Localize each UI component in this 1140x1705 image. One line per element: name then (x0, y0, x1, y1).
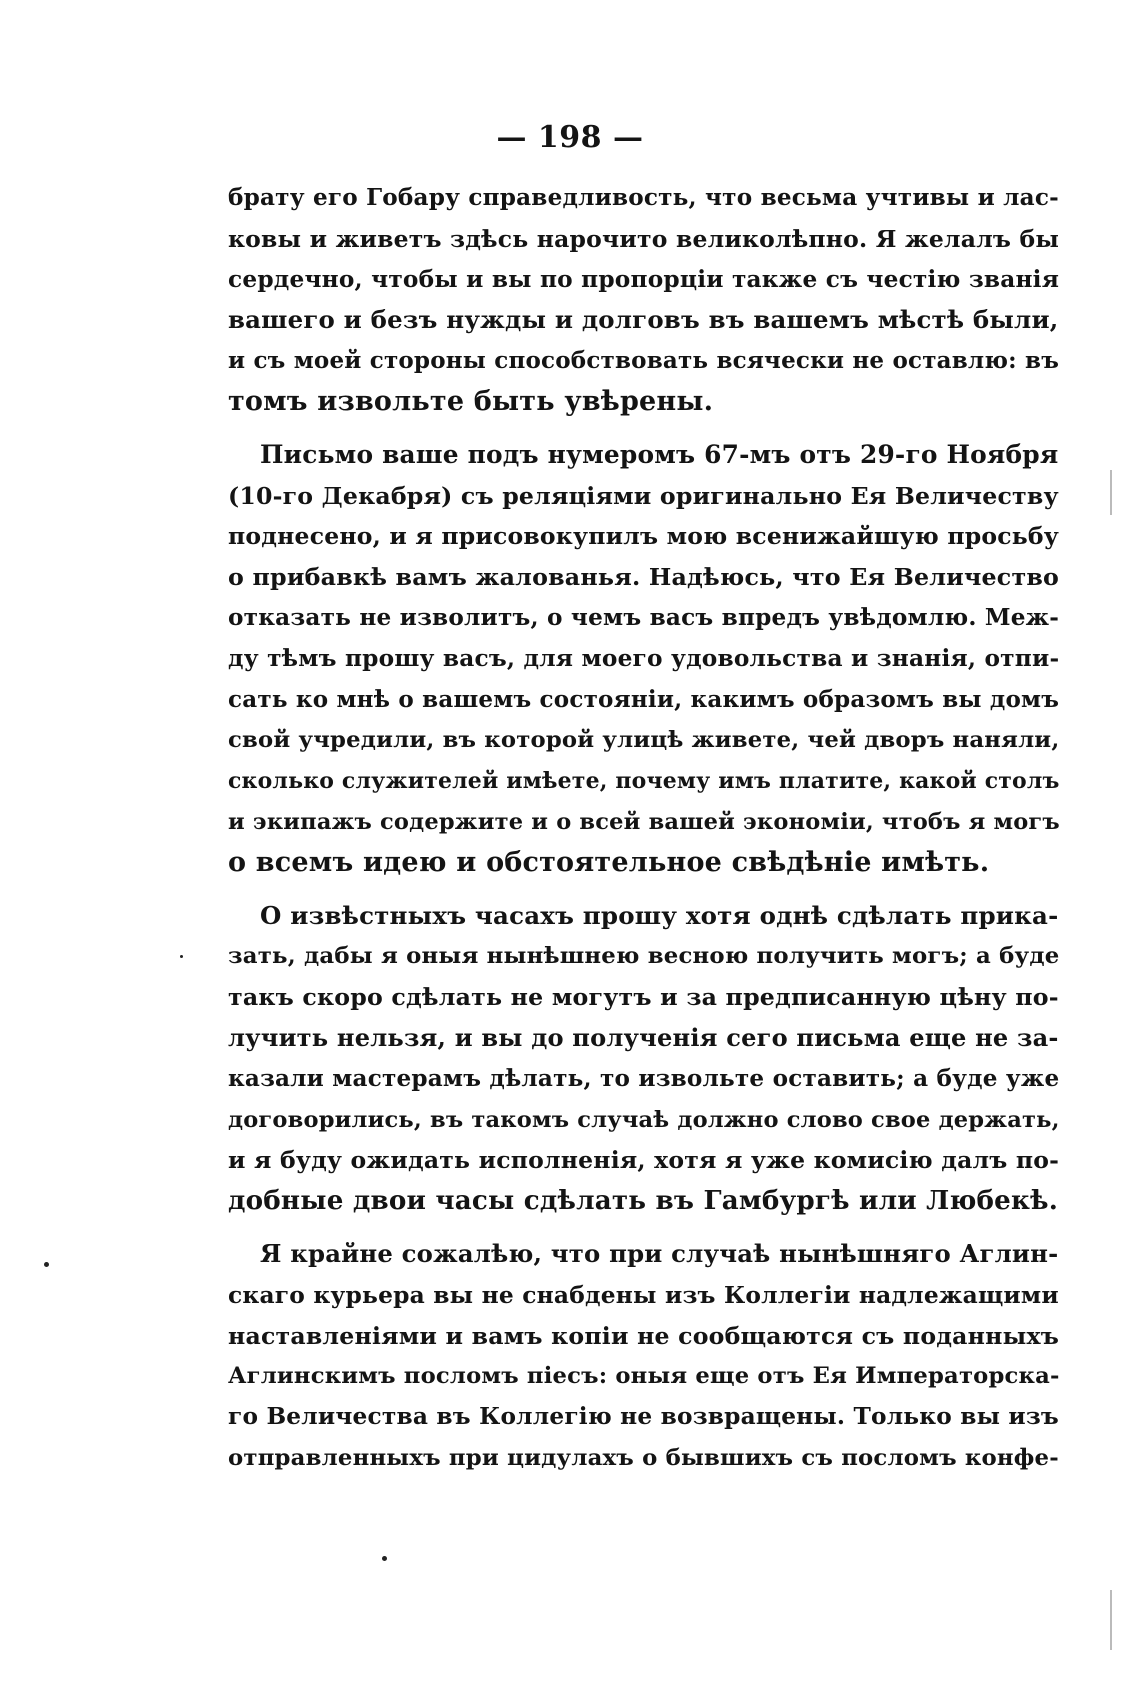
text-line: лучить нельзя, и вы до полученія сего письма еще не за- (228, 1022, 1059, 1052)
scan-speck (44, 1262, 49, 1267)
scan-edge-mark (1110, 470, 1112, 515)
text-line: вашего и безъ нужды и долговъ въ вашемъ мѣстѣ были, (228, 305, 1059, 335)
page-number: — 198 — (496, 120, 644, 155)
text-line: зать, дабы я оныя нынѣшнею весною получить могъ; а буде (228, 943, 1060, 970)
text-line: о всемъ идею и обстоятельное свѣдѣніе имѣть. (228, 846, 990, 878)
scan-edge-mark (1110, 1590, 1112, 1650)
text-line: поднесено, и я присовокупилъ мою всенижайшую просьбу (228, 522, 1060, 551)
text-line: и я буду ожидать исполненія, хотя я уже комисію далъ по- (228, 1146, 1060, 1175)
text-line: брату его Гобару справедливость, что весьма учтивы и лас- (228, 184, 1059, 211)
text-line: Аглинскимъ посломъ піесъ: оныя еще отъ Ея Императорска- (228, 1363, 1060, 1390)
body-text (228, 178, 1058, 1491)
text-line: сать ко мнѣ о вашемъ состояніи, какимъ образомъ вы домъ (228, 685, 1060, 713)
text-line: томъ извольте быть увѣрены. (228, 385, 714, 417)
text-line: Я крайне сожалѣю, что при случаѣ нынѣшняго Аглин- (260, 1238, 1059, 1268)
paragraph-2 (228, 435, 1058, 884)
text-line: и съ моей стороны способствовать всячески не оставлю: въ (228, 347, 1060, 375)
text-line: Письмо ваше подъ нумеромъ 67-мъ отъ 29-го Ноября (260, 439, 1059, 469)
scan-speck (180, 955, 183, 958)
text-line: скаго курьера вы не снабдены изъ Коллегіи надлежащими (228, 1280, 1059, 1309)
text-line: отказать не изволитъ, о чемъ васъ впредъ увѣдомлю. Меж- (228, 603, 1060, 631)
scan-speck (382, 1556, 387, 1561)
text-line: и экипажъ содержите и о всей вашей экономіи, чтобъ я могъ (228, 808, 1060, 835)
paragraph-4 (228, 1234, 1058, 1479)
text-line: (10-го Декабря) съ реляціями оригинально Ея Величеству (228, 481, 1059, 510)
paragraph-3 (228, 896, 1058, 1222)
text-line: о прибавкѣ вамъ жалованья. Надѣюсь, что Ея Величество (228, 563, 1060, 592)
paragraph-1 (228, 178, 1058, 423)
text-line: наставленіями и вамъ копіи не сообщаются съ поданныхъ (228, 1321, 1060, 1350)
text-line: О извѣстныхъ часахъ прошу хотя однѣ сдѣлать прика- (260, 900, 1059, 930)
text-line: го Величества въ Коллегію не возвращены. Только вы изъ (228, 1403, 1059, 1431)
text-line: сердечно, чтобы и вы по пропорціи также съ честію званія (228, 265, 1060, 293)
text-line: ду тѣмъ прошу васъ, для моего удовольства и знанія, отпи- (228, 644, 1060, 672)
text-line: сколько служителей имѣете, почему имъ платите, какой столъ (228, 768, 1060, 795)
text-line: казали мастерамъ дѣлать, то извольте оставить; а буде уже (228, 1064, 1060, 1092)
text-line: свой учредили, въ которой улицѣ живете, чей дворъ наняли, (228, 727, 1060, 754)
text-line: ковы и живетъ здѣсь нарочито великолѣпно. Я желалъ бы (228, 224, 1060, 253)
text-line: договорились, въ такомъ случаѣ должно слово свое держать, (228, 1106, 1060, 1133)
text-line: такъ скоро сдѣлать не могутъ и за предписанную цѣну по- (228, 983, 1059, 1012)
text-line: добные двои часы сдѣлать въ Гамбургѣ или Любекѣ. (228, 1185, 1058, 1217)
text-line: отправленныхъ при цидулахъ о бывшихъ съ посломъ конфе- (228, 1444, 1059, 1471)
